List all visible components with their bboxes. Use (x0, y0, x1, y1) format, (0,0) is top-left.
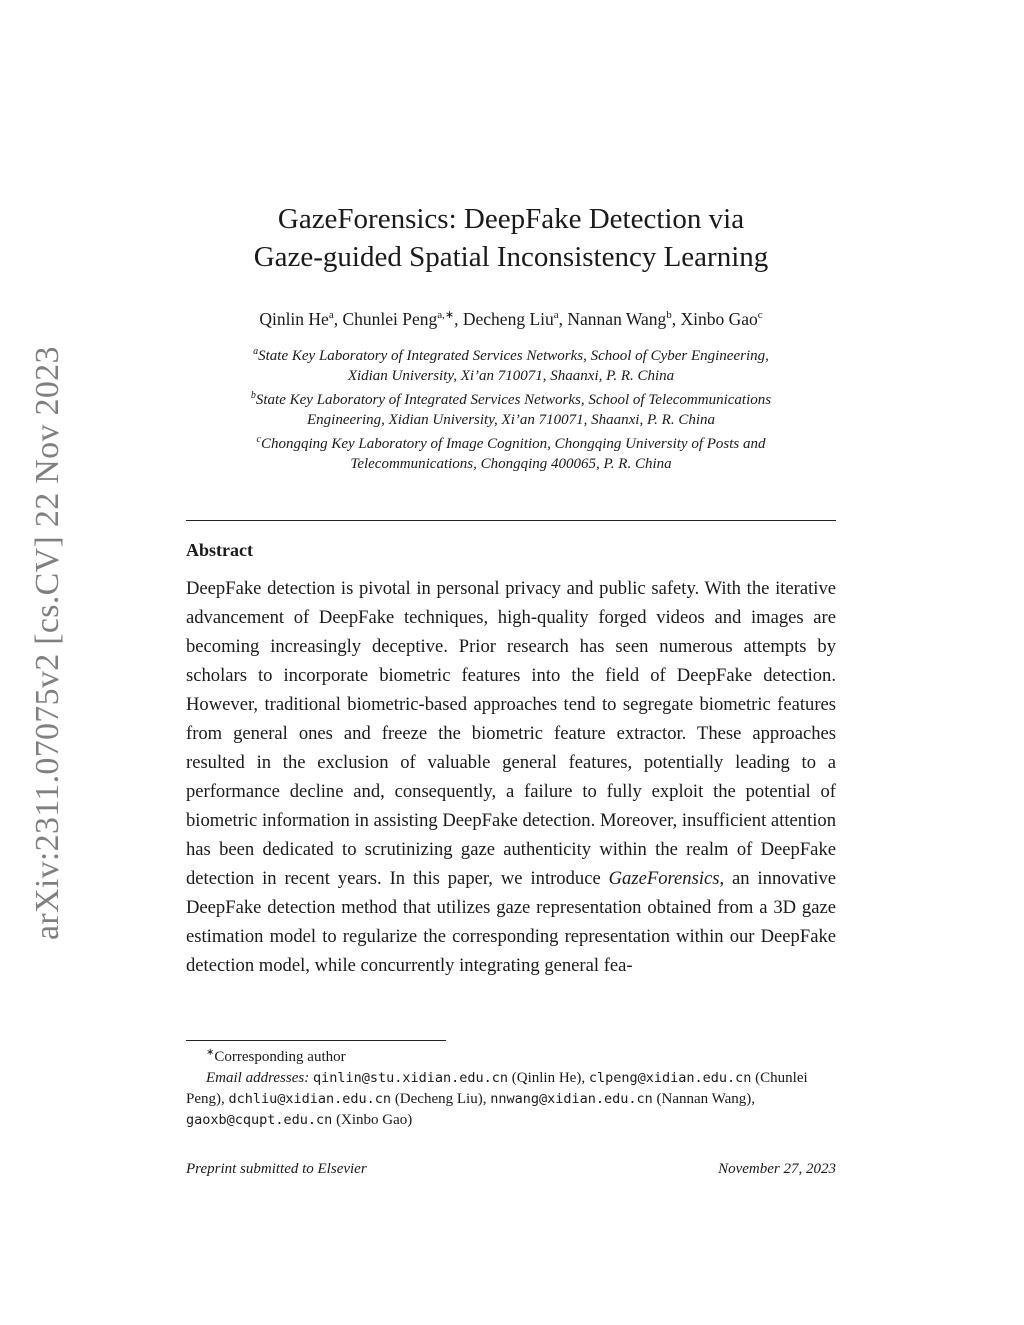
affiliation-line: State Key Laboratory of Integrated Services Networks, School of Cyber Engineering, (258, 348, 769, 364)
affiliation-line: Chongqing Key Laboratory of Image Cognition, Chongqing University of Posts and (260, 436, 766, 452)
affiliation-line: Xidian University, Xi’an 710071, Shaanxi, P. R. China (347, 368, 675, 384)
method-name: GazeForensics (608, 868, 720, 889)
email-owner: (Qinlin He) (511, 1070, 582, 1086)
paper-title (186, 200, 836, 276)
author-mark: a (553, 309, 559, 321)
affiliation-line: Telecommunications, Chongqing 400065, P. R. China (350, 456, 672, 472)
email-owner: (Xinbo Gao) (336, 1112, 413, 1128)
author (463, 309, 568, 329)
corresponding-author-note (186, 1042, 836, 1068)
author-name: Decheng Liu (462, 308, 554, 329)
email-link[interactable]: clpeng@xidian.edu.cn (588, 1070, 752, 1086)
affiliation-line: Engineering, Xidian University, Xi’an 710071, Shaanxi, P. R. China (306, 412, 716, 428)
abstract-text: DeepFake detection is pivotal in personal privacy and public safety. With the iterative advancement of DeepFake techniques, high-quality forged videos and images are becoming increasingly deceptive. Prior research has seen numerous attempts by scholars to incorporate biometric features into the field of DeepFake detection. However, traditional biometric-based approaches tend to segregate biometric features from general ones and freeze the biometric feature extractor. These approaches resulted in the exclusion of valuable general features, potentially leading to a performance decline and, consequently, a failure to fully exploit the potential of biometric information in assisting DeepFake detection. Moreover, insufficient attention has been dedicated to scrutinizing gaze authenticity within the realm of DeepFake detection in recent years. In this paper, we introduce (186, 578, 836, 889)
arxiv-identifier-stamp: arXiv:2311.07075v2 [cs.CV] 22 Nov 2023 (29, 346, 66, 940)
email-link[interactable]: gaoxb@cqupt.edu.cn (186, 1112, 333, 1128)
affiliation-list (186, 342, 836, 474)
affiliation (186, 342, 836, 386)
affiliation-line: State Key Laboratory of Integrated Services Networks, School of Telecommunications (255, 392, 772, 408)
author-name: Xinbo Gao (680, 308, 758, 329)
affiliation (186, 386, 836, 430)
preprint-notice: Preprint submitted to Elsevier (186, 1161, 367, 1177)
affiliation-mark: b (250, 390, 256, 401)
email-label: Email addresses: (206, 1070, 310, 1086)
email-owner: (Chunlei Peng) (186, 1070, 808, 1107)
author-name: Chunlei Peng (342, 308, 438, 329)
title-line: Gaze-guided Spatial Inconsistency Learning (253, 241, 769, 273)
email-owner: (Decheng Liu) (394, 1091, 483, 1107)
author-name: Qinlin He (259, 308, 329, 329)
author-mark: a (328, 309, 334, 321)
abstract-top-rule (186, 520, 836, 521)
email-link[interactable]: nnwang@xidian.edu.cn (490, 1091, 653, 1107)
author (567, 309, 680, 329)
email-addresses: Email addresses: qinlin@stu.xidian.edu.cn (Qinlin He), clpeng@xidian.edu.cn (Chunlei Peng), dchliu@xidian.edu.cn (Decheng Liu), nnwang@xidian.edu.cn (Nannan Wang), gaoxb@cqupt.edu.cn (Xinbo Gao) (186, 1070, 808, 1128)
footnotes (186, 1042, 836, 1131)
affiliation (186, 430, 836, 474)
footnote-mark: ∗ (206, 1047, 215, 1058)
author-sep: , (454, 308, 463, 329)
author-name: Nannan Wang (567, 308, 667, 329)
email-link[interactable]: qinlin@stu.xidian.edu.cn (312, 1070, 509, 1086)
email-link[interactable]: dchliu@xidian.edu.cn (228, 1091, 392, 1107)
author-mark: c (757, 309, 763, 321)
author-mark: a,∗ (437, 309, 455, 321)
author (259, 309, 342, 329)
footnote-text: Corresponding author (214, 1049, 346, 1065)
abstract-heading: Abstract (186, 540, 253, 560)
author (681, 309, 763, 329)
title-line: GazeForensics: DeepFake Detection via (277, 203, 745, 235)
author-sep: , (333, 308, 343, 329)
abstract-body (186, 574, 836, 980)
author-sep: , (558, 308, 568, 329)
footnote-rule (186, 1040, 446, 1041)
author-list (186, 300, 836, 334)
preprint-date: November 27, 2023 (718, 1161, 836, 1177)
affiliation-mark: a (253, 346, 259, 357)
author-mark: b (666, 309, 672, 321)
affiliation-mark: c (256, 434, 261, 445)
author (342, 309, 462, 329)
abstract-text: , an innovative DeepFake detection method that utilizes gaze representation obtained from a 3D gaze estimation model to regularize the corresponding representation within our DeepFake detection model, while concurrently integrating general fea- (186, 868, 837, 976)
author-sep: , (671, 308, 681, 329)
email-owner: (Nannan Wang) (656, 1091, 752, 1107)
